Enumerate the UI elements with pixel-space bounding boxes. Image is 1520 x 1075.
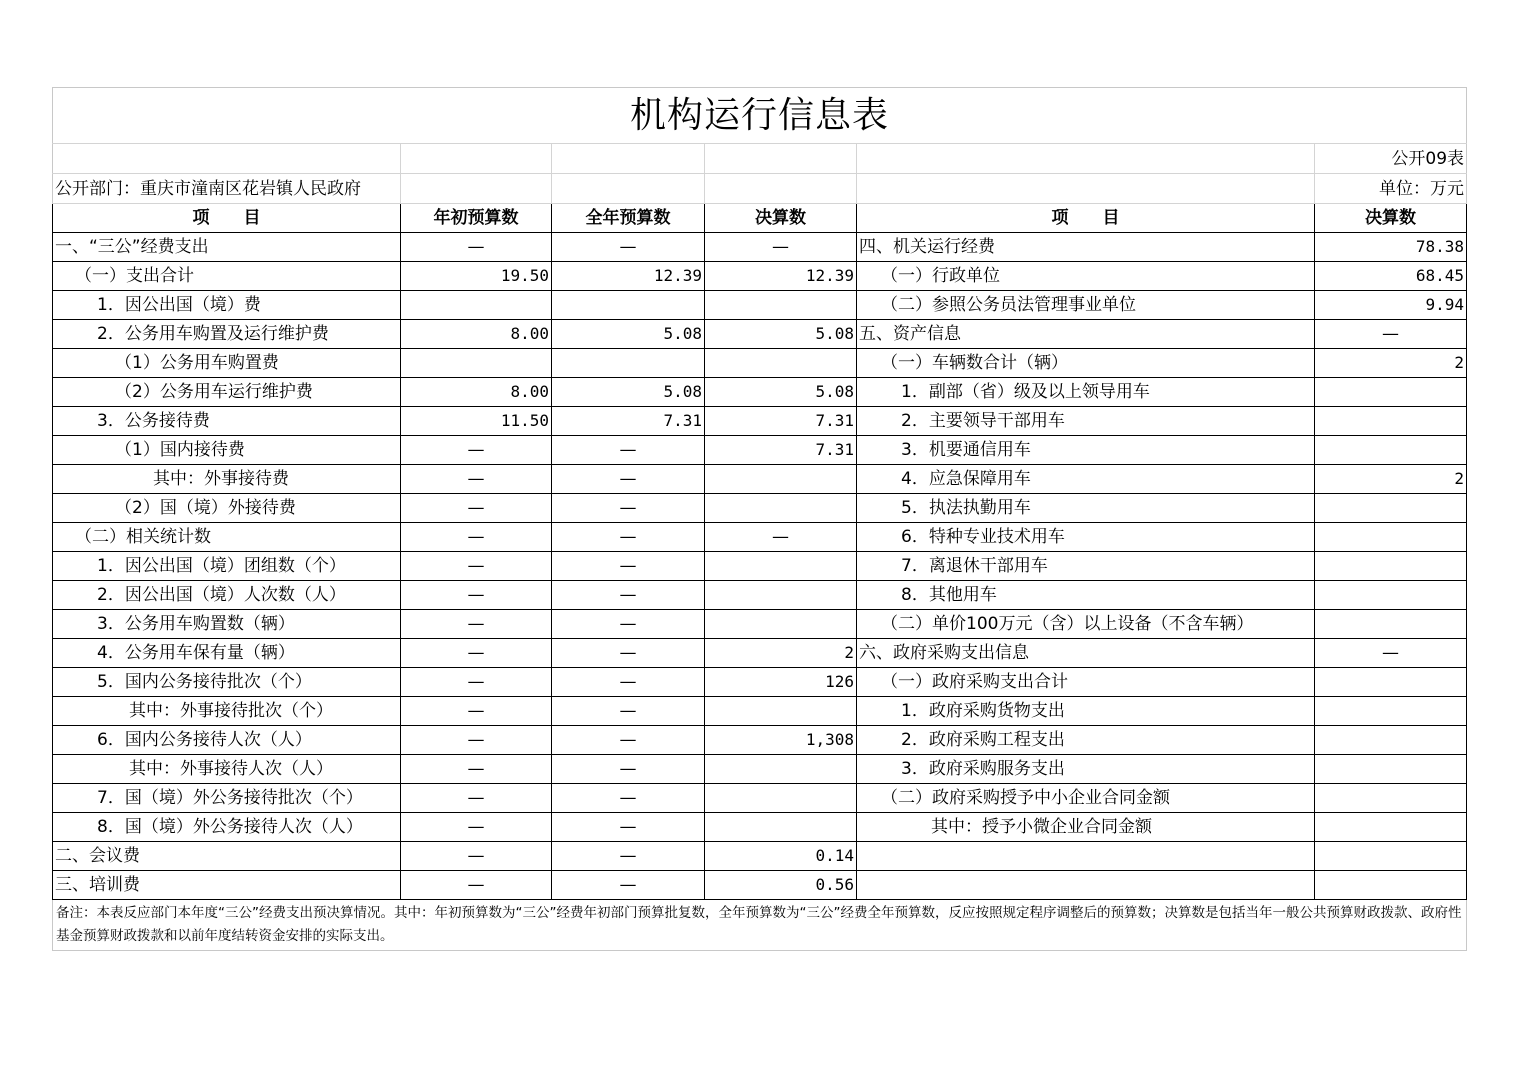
initial-budget-cell: —	[401, 552, 552, 581]
right-item-label: 1．政府采购货物支出	[857, 697, 1315, 726]
annual-budget-cell: 5.08	[552, 378, 705, 407]
left-item-label: （1）公务用车购置费	[53, 349, 401, 378]
table-row	[53, 523, 1467, 552]
right-final-cell: 78.38	[1315, 233, 1467, 262]
table-row	[53, 407, 1467, 436]
right-final-cell: —	[1315, 639, 1467, 668]
final-account-cell	[705, 610, 857, 639]
left-item-label: （2）公务用车运行维护费	[53, 378, 401, 407]
right-item-label: 2．政府采购工程支出	[857, 726, 1315, 755]
annual-budget-cell: —	[552, 813, 705, 842]
table-title: 机构运行信息表	[53, 88, 1467, 144]
left-item-label: 5．国内公务接待批次（个）	[53, 668, 401, 697]
initial-budget-cell	[401, 291, 552, 320]
annual-budget-cell	[552, 291, 705, 320]
annual-budget-cell: —	[552, 436, 705, 465]
initial-budget-cell: —	[401, 465, 552, 494]
right-item-label: 4．应急保障用车	[857, 465, 1315, 494]
initial-budget-cell	[401, 349, 552, 378]
initial-budget-cell: —	[401, 494, 552, 523]
initial-budget-cell: —	[401, 436, 552, 465]
table-row	[53, 610, 1467, 639]
final-account-cell	[705, 697, 857, 726]
annual-budget-cell	[552, 349, 705, 378]
left-item-label: （2）国（境）外接待费	[53, 494, 401, 523]
final-account-cell	[705, 494, 857, 523]
right-final-cell: 2	[1315, 465, 1467, 494]
right-item-label: 7．离退休干部用车	[857, 552, 1315, 581]
final-account-cell: —	[705, 233, 857, 262]
table-row	[53, 233, 1467, 262]
table-row	[53, 639, 1467, 668]
initial-budget-cell: —	[401, 581, 552, 610]
right-final-cell: 9.94	[1315, 291, 1467, 320]
left-item-label: 3．公务用车购置数（辆）	[53, 610, 401, 639]
right-item-label	[857, 871, 1315, 900]
right-final-cell	[1315, 813, 1467, 842]
right-final-cell	[1315, 552, 1467, 581]
right-final-cell	[1315, 610, 1467, 639]
right-item-label: 2．主要领导干部用车	[857, 407, 1315, 436]
department-label: 公开部门：重庆市潼南区花岩镇人民政府	[53, 174, 401, 204]
initial-budget-cell: —	[401, 668, 552, 697]
final-account-cell: 7.31	[705, 407, 857, 436]
info-table-sheet	[52, 87, 1466, 975]
header-row	[53, 204, 1467, 233]
left-item-label: 4．公务用车保有量（辆）	[53, 639, 401, 668]
table-row	[53, 726, 1467, 755]
initial-budget-cell: —	[401, 842, 552, 871]
table-row	[53, 784, 1467, 813]
initial-budget-cell: 11.50	[401, 407, 552, 436]
initial-budget-cell: —	[401, 784, 552, 813]
final-account-cell	[705, 813, 857, 842]
right-final-cell: —	[1315, 320, 1467, 349]
final-account-cell	[705, 349, 857, 378]
initial-budget-cell: —	[401, 697, 552, 726]
right-item-label: （二）参照公务员法管理事业单位	[857, 291, 1315, 320]
table-row	[53, 871, 1467, 900]
right-final-cell	[1315, 436, 1467, 465]
header-annual-budget: 全年预算数	[552, 204, 705, 233]
initial-budget-cell: —	[401, 639, 552, 668]
final-account-cell: 126	[705, 668, 857, 697]
annual-budget-cell: —	[552, 552, 705, 581]
right-item-label: （二）单价100万元（含）以上设备（不含车辆）	[857, 610, 1315, 639]
right-item-label: 8．其他用车	[857, 581, 1315, 610]
left-item-label: 3．公务接待费	[53, 407, 401, 436]
right-item-label: 1．副部（省）级及以上领导用车	[857, 378, 1315, 407]
final-account-cell: 5.08	[705, 320, 857, 349]
table-row	[53, 697, 1467, 726]
unit-label: 单位：万元	[1315, 174, 1467, 204]
header-initial-budget: 年初预算数	[401, 204, 552, 233]
table-row	[53, 755, 1467, 784]
final-account-cell	[705, 784, 857, 813]
header-left-item: 项 目	[53, 204, 401, 233]
right-final-cell	[1315, 784, 1467, 813]
left-item-label: 1．因公出国（境）团组数（个）	[53, 552, 401, 581]
final-account-cell	[705, 552, 857, 581]
final-account-cell	[705, 755, 857, 784]
left-item-label: （一）支出合计	[53, 262, 401, 291]
right-final-cell	[1315, 726, 1467, 755]
right-item-label: （二）政府采购授予中小企业合同金额	[857, 784, 1315, 813]
right-final-cell	[1315, 842, 1467, 871]
table-row	[53, 320, 1467, 349]
right-final-cell	[1315, 407, 1467, 436]
table-row	[53, 291, 1467, 320]
final-account-cell: 0.14	[705, 842, 857, 871]
initial-budget-cell: —	[401, 523, 552, 552]
right-final-cell	[1315, 378, 1467, 407]
annual-budget-cell: —	[552, 494, 705, 523]
header-right-item: 项 目	[857, 204, 1315, 233]
final-account-cell: 0.56	[705, 871, 857, 900]
annual-budget-cell: —	[552, 523, 705, 552]
right-final-cell: 68.45	[1315, 262, 1467, 291]
table-row	[53, 436, 1467, 465]
annual-budget-cell: —	[552, 465, 705, 494]
header-final-account: 决算数	[705, 204, 857, 233]
table-row	[53, 262, 1467, 291]
annual-budget-cell: —	[552, 842, 705, 871]
right-item-label: 3．政府采购服务支出	[857, 755, 1315, 784]
table-code: 公开09表	[1315, 144, 1467, 174]
left-item-label: （二）相关统计数	[53, 523, 401, 552]
annual-budget-cell: —	[552, 784, 705, 813]
final-account-cell: 2	[705, 639, 857, 668]
initial-budget-cell: 8.00	[401, 378, 552, 407]
right-item-label: 3．机要通信用车	[857, 436, 1315, 465]
annual-budget-cell: 5.08	[552, 320, 705, 349]
right-item-label: 6．特种专业技术用车	[857, 523, 1315, 552]
left-item-label: 其中：外事接待批次（个）	[53, 697, 401, 726]
left-item-label: 1．因公出国（境）费	[53, 291, 401, 320]
right-item-label: 四、机关运行经费	[857, 233, 1315, 262]
initial-budget-cell: —	[401, 726, 552, 755]
left-item-label: 6．国内公务接待人次（人）	[53, 726, 401, 755]
right-final-cell	[1315, 523, 1467, 552]
left-item-label: 7．国（境）外公务接待批次（个）	[53, 784, 401, 813]
initial-budget-cell: —	[401, 610, 552, 639]
table-row	[53, 813, 1467, 842]
right-item-label: 六、政府采购支出信息	[857, 639, 1315, 668]
right-item-label: 五、资产信息	[857, 320, 1315, 349]
left-item-label: 一、“三公”经费支出	[53, 233, 401, 262]
annual-budget-cell: —	[552, 697, 705, 726]
left-item-label: 2．因公出国（境）人次数（人）	[53, 581, 401, 610]
table-row	[53, 552, 1467, 581]
right-final-cell	[1315, 871, 1467, 900]
annual-budget-cell: —	[552, 755, 705, 784]
left-item-label: （1）国内接待费	[53, 436, 401, 465]
annual-budget-cell: —	[552, 233, 705, 262]
initial-budget-cell: —	[401, 755, 552, 784]
final-account-cell: 1,308	[705, 726, 857, 755]
table-note: 备注：本表反应部门本年度“三公”经费支出预决算情况。其中：年初预算数为“三公”经费年初部门预算批复数，全年预算数为“三公”经费全年预算数，反应按照规定程序调整后的预算数；决算数是包括当年一般公共预算财政拨款、政府性基金预算财政拨款和以前年度结转资金安排的实际支出。	[53, 900, 1467, 951]
table-row	[53, 581, 1467, 610]
table-row	[53, 668, 1467, 697]
final-account-cell	[705, 291, 857, 320]
right-item-label: 5．执法执勤用车	[857, 494, 1315, 523]
annual-budget-cell: —	[552, 668, 705, 697]
right-item-label: （一）车辆数合计（辆）	[857, 349, 1315, 378]
annual-budget-cell: —	[552, 639, 705, 668]
right-final-cell	[1315, 581, 1467, 610]
table-row	[53, 465, 1467, 494]
right-final-cell	[1315, 668, 1467, 697]
final-account-cell: —	[705, 523, 857, 552]
left-item-label: 二、会议费	[53, 842, 401, 871]
initial-budget-cell: —	[401, 871, 552, 900]
initial-budget-cell: 8.00	[401, 320, 552, 349]
left-item-label: 其中：外事接待人次（人）	[53, 755, 401, 784]
right-item-label: 其中：授予小微企业合同金额	[857, 813, 1315, 842]
left-item-label: 三、培训费	[53, 871, 401, 900]
right-final-cell	[1315, 494, 1467, 523]
annual-budget-cell: —	[552, 610, 705, 639]
table-row	[53, 349, 1467, 378]
table-row	[53, 378, 1467, 407]
annual-budget-cell: 7.31	[552, 407, 705, 436]
right-item-label: （一）政府采购支出合计	[857, 668, 1315, 697]
final-account-cell: 7.31	[705, 436, 857, 465]
right-final-cell	[1315, 697, 1467, 726]
final-account-cell: 12.39	[705, 262, 857, 291]
info-table	[52, 87, 1467, 951]
initial-budget-cell: 19.50	[401, 262, 552, 291]
final-account-cell	[705, 581, 857, 610]
final-account-cell	[705, 465, 857, 494]
table-row	[53, 494, 1467, 523]
annual-budget-cell: —	[552, 726, 705, 755]
right-final-cell	[1315, 755, 1467, 784]
annual-budget-cell: —	[552, 871, 705, 900]
left-item-label: 8．国（境）外公务接待人次（人）	[53, 813, 401, 842]
initial-budget-cell: —	[401, 233, 552, 262]
annual-budget-cell: —	[552, 581, 705, 610]
table-row	[53, 842, 1467, 871]
left-item-label: 2．公务用车购置及运行维护费	[53, 320, 401, 349]
final-account-cell: 5.08	[705, 378, 857, 407]
right-item-label	[857, 842, 1315, 871]
right-final-cell: 2	[1315, 349, 1467, 378]
initial-budget-cell: —	[401, 813, 552, 842]
header-right-final: 决算数	[1315, 204, 1467, 233]
annual-budget-cell: 12.39	[552, 262, 705, 291]
left-item-label: 其中：外事接待费	[53, 465, 401, 494]
right-item-label: （一）行政单位	[857, 262, 1315, 291]
